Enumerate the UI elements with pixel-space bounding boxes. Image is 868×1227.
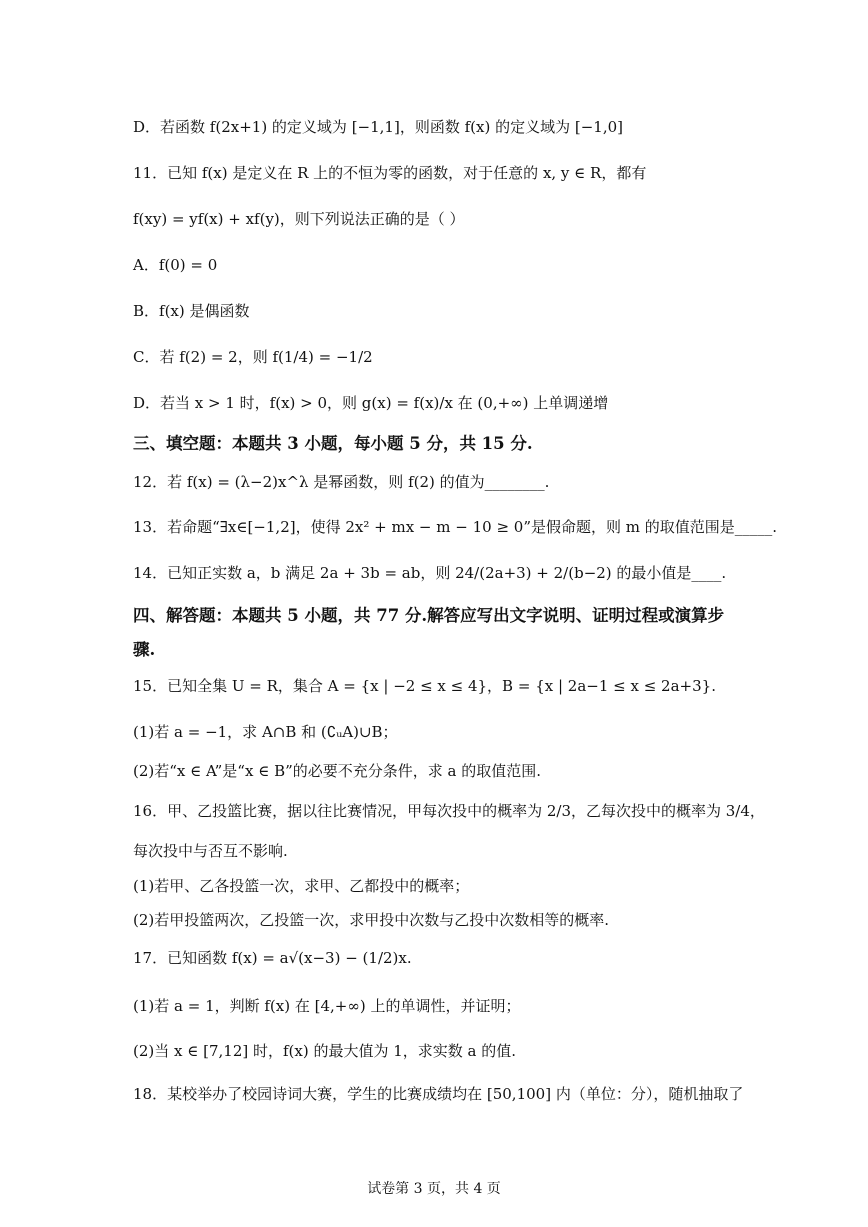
q14: 14．已知正实数 a，b 满足 2a + 3b = ab，则 24/(2a+3) + 2/(b−2) 的最小值是____. xyxy=(133,564,727,582)
page-footer: 试卷第 3 页，共 4 页 xyxy=(367,1181,501,1197)
section-3-heading: 三、填空题：本题共 3 小题，每小题 5 分，共 15 分. xyxy=(133,434,533,453)
section-4-heading-line1: 四、解答题：本题共 5 小题，共 77 分.解答应写出文字说明、证明过程或演算步 xyxy=(133,606,725,625)
q12: 12．若 f(x) = (λ−2)x^λ 是幂函数，则 f(2) 的值为________. xyxy=(133,473,550,491)
q11-option-b: B．f(x) 是偶函数 xyxy=(133,302,250,320)
q15-part1: (1)若 a = −1，求 A∩B 和 (∁ᵤA)∪B； xyxy=(133,723,398,741)
q11-stem-line2: f(xy) = yf(x) + xf(y)，则下列说法正确的是（ ） xyxy=(133,210,465,228)
q13: 13．若命题“∃x∈[−1,2]，使得 2x² + mx − m − 10 ≥ 0”是假命题，则 m 的取值范围是_____. xyxy=(133,518,778,536)
q17-part2: (2)当 x ∈ [7,12] 时，f(x) 的最大值为 1，求实数 a 的值. xyxy=(133,1042,517,1060)
q17-stem: 17．已知函数 f(x) = a√(x−3) − (1/2)x. xyxy=(133,949,412,967)
q11-stem-line1: 11．已知 f(x) 是定义在 R 上的不恒为零的函数，对于任意的 x, y ∈ R，都有 xyxy=(133,164,647,182)
q11-option-a: A．f(0) = 0 xyxy=(133,256,218,274)
q16-part2: (2)若甲投篮两次，乙投篮一次，求甲投中次数与乙投中次数相等的概率. xyxy=(133,911,610,929)
q11-option-d: D．若当 x > 1 时，f(x) > 0，则 g(x) = f(x)/x 在 (0,+∞) 上单调递增 xyxy=(133,394,609,412)
section-4-heading-line2: 骤. xyxy=(133,640,156,659)
q15-part2: (2)若“x ∈ A”是“x ∈ B”的必要不充分条件，求 a 的取值范围. xyxy=(133,762,542,780)
q10-option-d: D．若函数 f(2x+1) 的定义域为 [−1,1]，则函数 f(x) 的定义域为 [−1,0] xyxy=(133,118,623,136)
q17-part1: (1)若 a = 1，判断 f(x) 在 [4,+∞) 上的单调性，并证明； xyxy=(133,997,521,1015)
q16-part1: (1)若甲、乙各投篮一次，求甲、乙都投中的概率； xyxy=(133,877,470,895)
q16-stem-line2: 每次投中与否互不影响. xyxy=(133,842,288,860)
q11-option-c: C．若 f(2) = 2，则 f(1/4) = −1/2 xyxy=(133,348,373,366)
q15-stem: 15．已知全集 U = R，集合 A = {x | −2 ≤ x ≤ 4}，B = {x | 2a−1 ≤ x ≤ 2a+3}. xyxy=(133,677,716,695)
q18-stem: 18．某校举办了校园诗词大赛，学生的比赛成绩均在 [50,100] 内（单位：分），随机抽取了 xyxy=(133,1085,744,1103)
q16-stem-line1: 16．甲、乙投篮比赛，据以往比赛情况，甲每次投中的概率为 2/3，乙每次投中的概率为 3/4， xyxy=(133,802,765,820)
